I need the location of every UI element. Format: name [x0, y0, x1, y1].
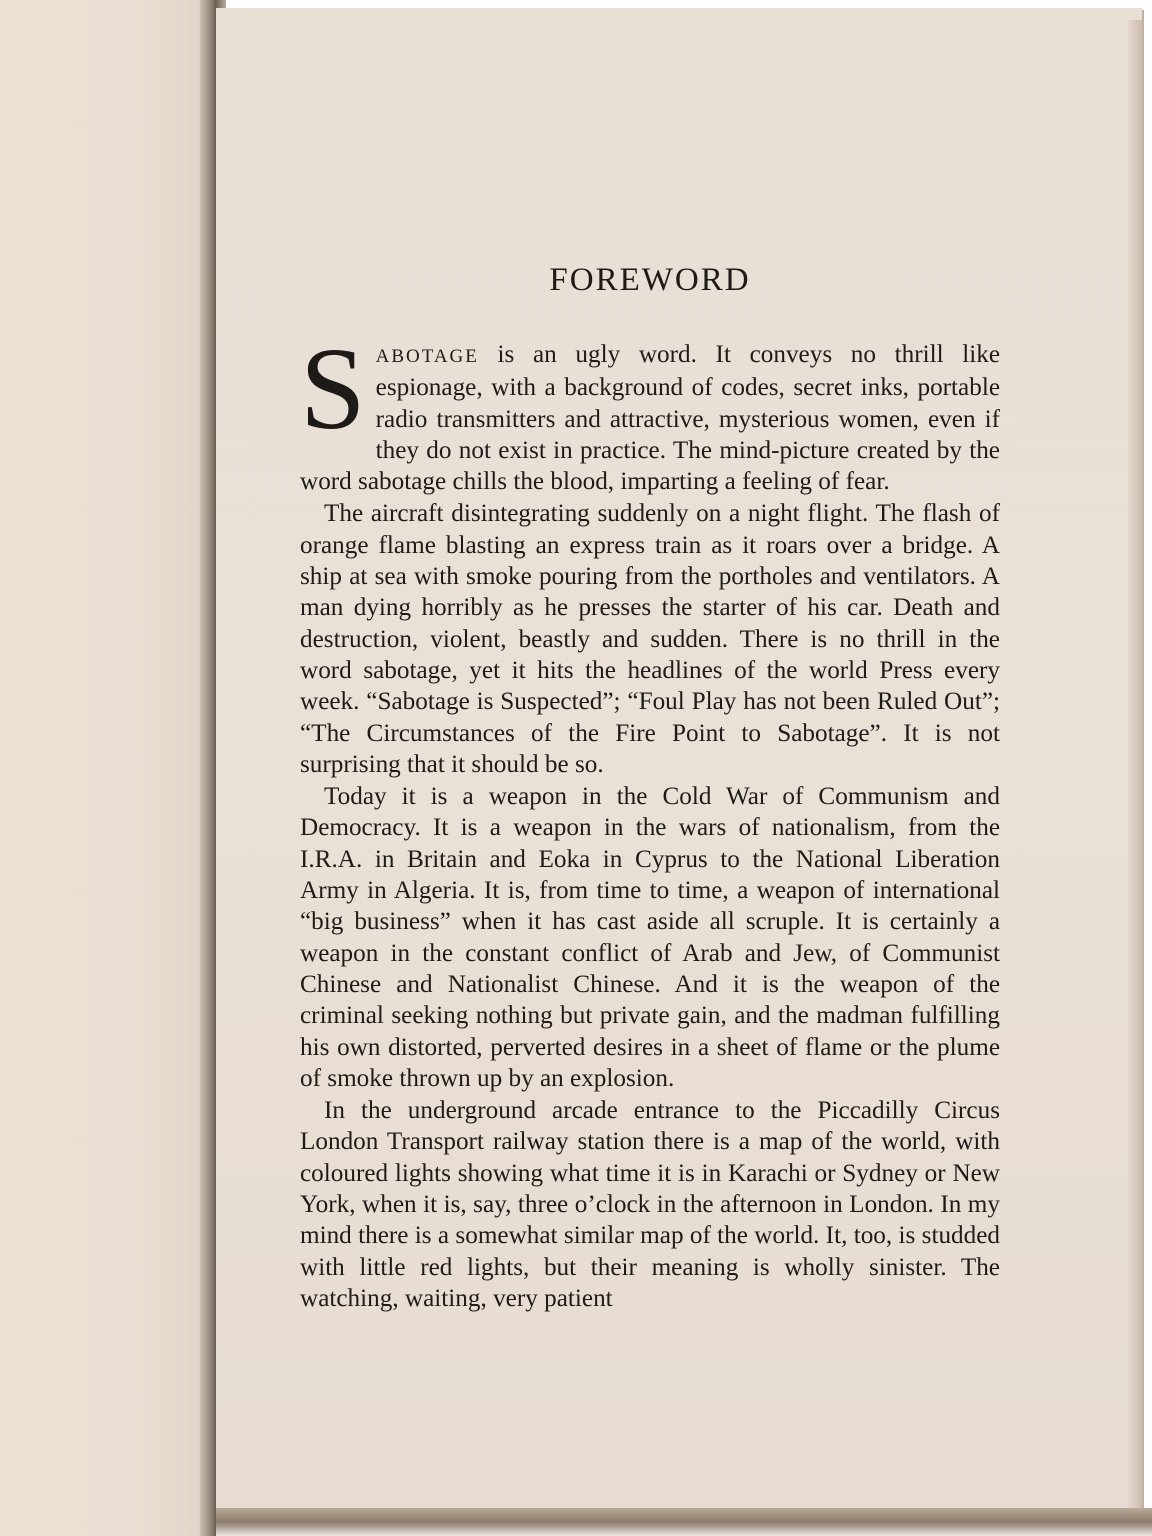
page-edge-bottom: [216, 1508, 1152, 1536]
paragraph-2: The aircraft disintegrating suddenly on a night flight. The flash of orange flame blasting an express train as it roars over a bridge. A ship at sea with smoke pouring from the portholes and ventilators. A man dying horribly as he presses the starter of his car. Death and destruction, violent, beastly and sudden. There is no thrill in the word sabotage, yet it hits the headlines of the world Press every week. “Sabotage is Suspected”; “Foul Play has not been Ruled Out”; “The Circumstances of the Fire Point to Sabotage”. It is not surprising that it should be so.: [300, 500, 1000, 778]
page-edge-right: [1128, 20, 1142, 1516]
first-word-small-caps: ABOTAGE: [375, 346, 479, 367]
paragraph-1-text: is an ugly word. It conveys no thrill like espionage, with a background of codes, secret inks, portable radio transmitters and attractive, mysterious women, even if they do not exist in practice. The mind-picture created by the word sabotage chills the blood, imparting a feeling of fear.: [300, 341, 1000, 496]
left-facing-page: [0, 0, 214, 1536]
paragraph-3: Today it is a weapon in the Cold War of Communism and Democracy. It is a weapon in the wars of nationalism, from the I.R.A. in Britain and Eoka in Cyprus to the National Liberation Army in Algeria. It is, from time to time, a weapon of international “big business” when it has cast aside all scruple. It is certainly a weapon in the constant conflict of Arab and Jew, of Communist Chinese and Nationalist Chinese. And it is the weapon of the criminal seeking nothing but private gain, and the madman fulfilling his own distorted, perverted desires in a sheet of flame or the plume of smoke thrown up by an explosion.: [300, 783, 1000, 1092]
paragraph-4: In the underground arcade entrance to the Piccadilly Circus London Transport railway station there is a map of the world, with coloured lights showing what time it is in Karachi or Sydney or New York, when it is, say, three o’clock in the afternoon in London. In my mind there is a somewhat similar map of the world. It, too, is studded with little red lights, but their meaning is wholly sinister. The watching, waiting, very patient: [300, 1097, 1000, 1312]
page-title: FOREWORD: [549, 262, 751, 298]
drop-cap: S: [300, 323, 366, 454]
paragraph-1: [300, 323, 1000, 497]
page-text: [300, 262, 1000, 1314]
